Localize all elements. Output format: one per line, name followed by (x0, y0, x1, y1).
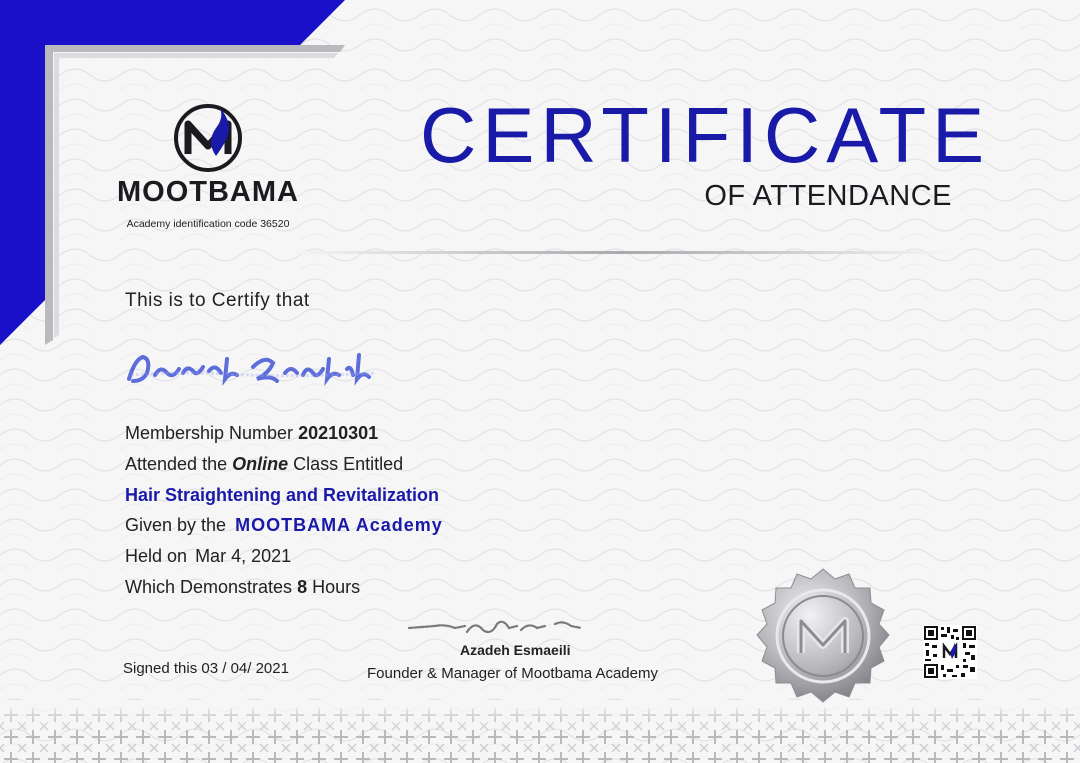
academy-code: Academy identification code 36520 (126, 218, 290, 230)
certificate-subtitle: OF ATTENDANCE (704, 180, 952, 212)
membership-line: Membership Number 20210301 (125, 423, 379, 443)
course-title: Hair Straightening and Revitalization (125, 484, 440, 505)
signed-date: Signed this 03 / 04/ 2021 (123, 660, 289, 677)
hours-line: Which Demonstrates 8 Hours (125, 576, 361, 597)
recipient-name (125, 345, 395, 393)
held-on-line: Held on Mar 4, 2021 (125, 546, 292, 567)
mootbama-m-logo-icon (172, 102, 244, 174)
held-on-date: Mar 4, 2021 (195, 546, 292, 567)
signer-title: Founder & Manager of Mootbama Academy (367, 665, 658, 682)
title-divider (290, 251, 955, 254)
brand-name: MOOTBAMA (117, 176, 299, 208)
certify-intro: This is to Certify that (125, 290, 310, 311)
signature-image (405, 614, 585, 642)
certificate-title: CERTIFICATE (420, 91, 991, 179)
certificate-details (125, 418, 443, 603)
given-by-line: Given by the MOOTBAMA Academy (125, 515, 443, 536)
attended-line: Attended the Online Class Entitled (125, 453, 404, 474)
membership-number: 20210301 (298, 423, 379, 443)
signer-name: Azadeh Esmaeili (460, 642, 571, 658)
qr-code-icon (923, 625, 977, 679)
academy-name: MOOTBAMA Academy (235, 515, 443, 536)
hours-value: 8 (297, 576, 308, 597)
attended-mode: Online (232, 453, 289, 474)
silver-seal-icon (750, 566, 896, 712)
